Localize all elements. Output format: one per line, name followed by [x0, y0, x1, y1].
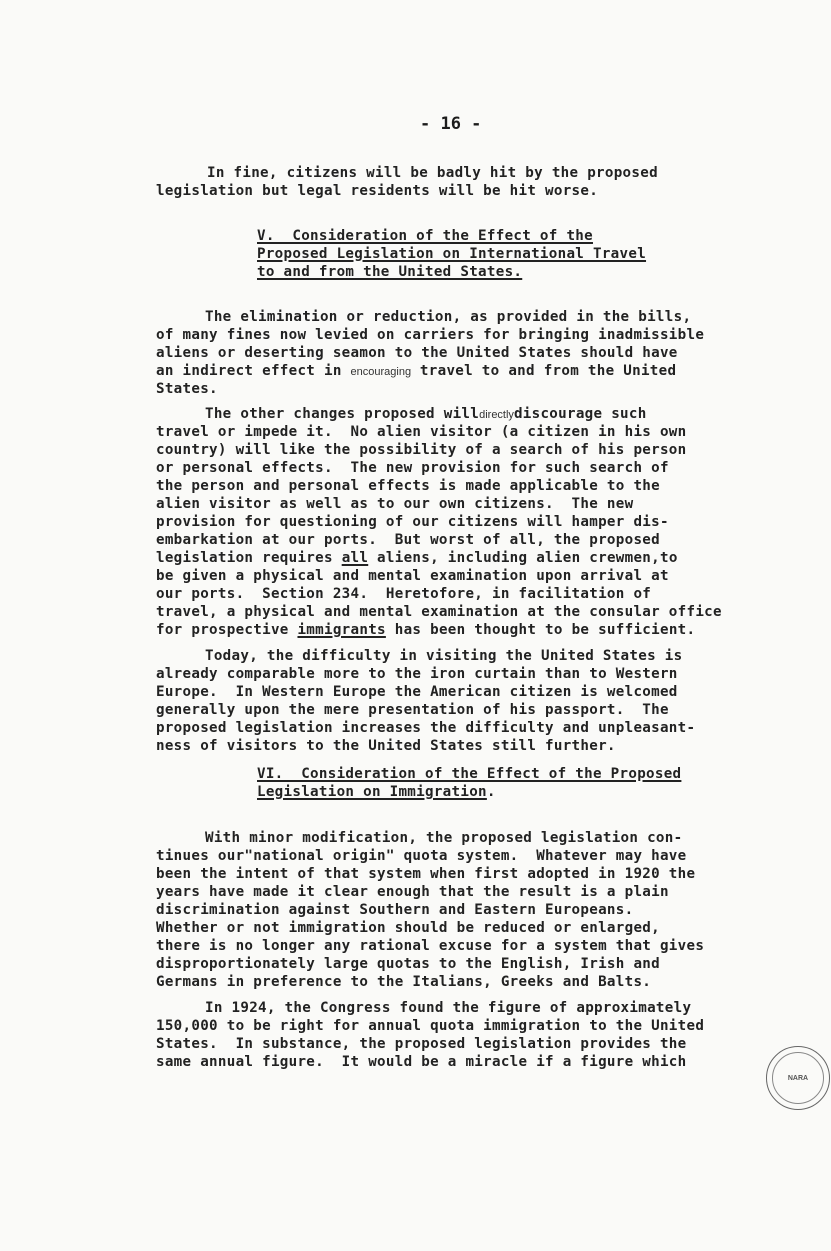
text-line: same annual figure. It would be a miracle if a figure which [156, 1054, 687, 1070]
text-line: years have made it clear enough that the result is a plain [156, 884, 669, 900]
stamp-text: NARA [787, 1074, 809, 1082]
text-line: alien visitor as well as to our own citizens. The new [156, 496, 634, 512]
section-heading: Proposed Legislation on International Travel [257, 246, 647, 262]
text-line: In 1924, the Congress found the figure of approximately [205, 1000, 692, 1016]
text-run: legislation requires [156, 550, 342, 566]
text-line: or personal effects. The new provision for such search of [156, 460, 669, 476]
text-line: tinues our"national origin" quota system. Whatever may have [156, 848, 687, 864]
text-line: With minor modification, the proposed legislation con- [205, 830, 683, 846]
underlined-word: immigrants [297, 622, 386, 638]
page-number: - 16 - [420, 114, 482, 134]
text-line [156, 363, 676, 381]
text-line: the person and personal effects is made applicable to the [156, 478, 660, 494]
text-run: travel to and from the United [411, 363, 677, 379]
heading-run: . [486, 784, 496, 800]
text-line: be given a physical and mental examination upon arrival at [156, 568, 669, 584]
text-line: States. [156, 381, 218, 397]
text-line [156, 622, 695, 639]
text-line: provision for questioning of our citizens will hamper dis- [156, 514, 669, 530]
text-line: legislation but legal residents will be hit worse. [156, 183, 599, 199]
archive-stamp [766, 1046, 830, 1110]
text-line: our ports. Section 234. Heretofore, in facilitation of [156, 586, 652, 602]
text-line: Germans in preference to the Italians, Greeks and Balts. [156, 974, 652, 990]
text-line: country) will like the possibility of a search of his person [156, 442, 687, 458]
text-line: generally upon the mere presentation of his passport. The [156, 702, 669, 718]
text-run: has been thought to be sufficient. [385, 622, 696, 638]
text-line: Whether or not immigration should be reduced or enlarged, [156, 920, 660, 936]
text-line: there is no longer any rational excuse for a system that gives [156, 938, 705, 954]
text-line: The elimination or reduction, as provided in the bills, [205, 309, 692, 325]
section-heading: V. Consideration of the Effect of the [257, 228, 593, 244]
text-run: an indirect effect in [156, 363, 351, 379]
text-run: The other changes proposed will [205, 406, 480, 422]
text-line: travel or impede it. No alien visitor (a citizen in his own [156, 424, 687, 440]
text-line: 150,000 to be right for annual quota immigration to the United [156, 1018, 705, 1034]
text-line: already comparable more to the iron curtain than to Western [156, 666, 678, 682]
text-line: embarkation at our ports. But worst of all, the proposed [156, 532, 660, 548]
text-run: aliens, including alien crewmen,to [368, 550, 678, 566]
text-line: Today, the difficulty in visiting the United States is [205, 648, 683, 664]
text-line: ness of visitors to the United States still further. [156, 738, 616, 754]
text-line: travel, a physical and mental examination at the consular office [156, 604, 722, 620]
section-heading: VI. Consideration of the Effect of the Proposed [257, 766, 682, 782]
inserted-word: encouraging [350, 366, 412, 378]
text-line: discrimination against Southern and Eastern Europeans. [156, 902, 634, 918]
section-heading [257, 784, 496, 801]
text-line: been the intent of that system when first adopted in 1920 the [156, 866, 696, 882]
text-line [156, 550, 678, 567]
text-line: States. In substance, the proposed legislation provides the [156, 1036, 687, 1052]
text-line: of many fines now levied on carriers for bringing inadmissible [156, 327, 705, 343]
underlined-word: all [341, 550, 369, 566]
text-line [205, 406, 647, 424]
text-line: aliens or deserting seamon to the United States should have [156, 345, 678, 361]
inserted-word: directly [479, 409, 514, 421]
text-line: Europe. In Western Europe the American citizen is welcomed [156, 684, 678, 700]
section-heading: to and from the United States. [257, 264, 523, 280]
text-line: disproportionately large quotas to the English, Irish and [156, 956, 660, 972]
heading-run: Legislation on Immigration [257, 784, 487, 800]
text-line: In fine, citizens will be badly hit by the proposed [207, 165, 658, 181]
text-run: discourage such [513, 406, 647, 422]
text-line: proposed legislation increases the difficulty and unpleasant- [156, 720, 696, 736]
stamp-ring [772, 1052, 824, 1104]
text-run: for prospective [156, 622, 298, 638]
